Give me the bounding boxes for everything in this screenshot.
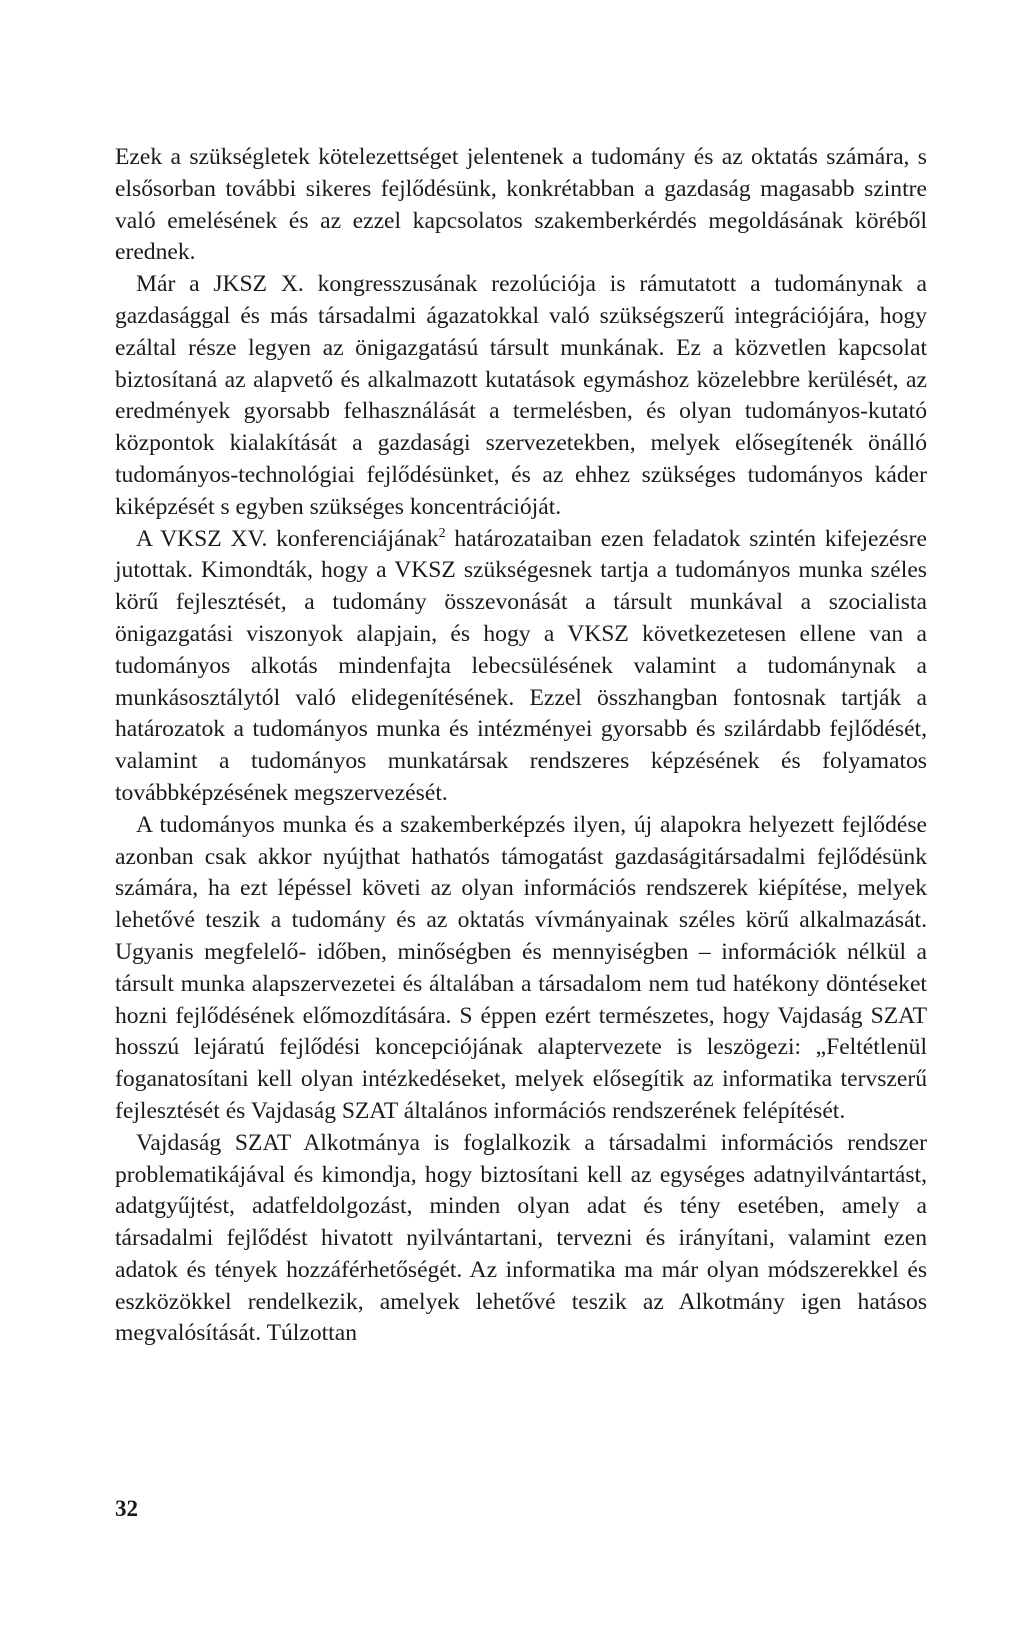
paragraph-3-start: A VKSZ XV. konferenciájának bbox=[136, 525, 439, 552]
paragraph-3-rest: határozataiban ezen feladatok szintén kifejezésre jutottak. Kimondták, hogy a VKSZ szükségesnek tartja a tudományos munka széles körű fejlesztését, a tudomány összevonását a társult munkával a szocialista önigazgatási viszonyok alapjain, és hogy a VKSZ következetesen ellene van a tudományos alkotás mindenfajta lebecsülésének valamint a tudománynak a munkásosztálytól való elidegenítésének. Ezzel összhangban fontosnak tartják a határozatok a tudományos munka és intézményei gyorsabb és szilárdabb fejlődését, valamint a tudományos munkatársak rendszeres képzésének és folyamatos továbbképzésének megszervezését. bbox=[115, 525, 927, 806]
footnote-marker: 2 bbox=[438, 525, 446, 541]
page-number: 32 bbox=[115, 1496, 138, 1521]
paragraph-3 bbox=[115, 524, 927, 810]
paragraph-2: Már a JKSZ X. kongresszusának rezolúciója is rámutatott a tudománynak a gazdasággal és más társadalmi ágazatokkal való szükségszerű integrációjára, hogy ezáltal része legyen az önigazgatású társult munkának. Ez a közvetlen kapcsolat biztosítaná az alapvető és alkalmazott kutatások egymáshoz közelebbre kerülését, az eredmények gyorsabb felhasználását a termelésben, és olyan tudományos-kutató központok kialakítását a gazdasági szervezetekben, melyek elősegítenék önálló tudományos-technológiai fejlődésünket, és az ehhez szükséges tudományos káder kiképzését s egyben szükséges koncentrációját. bbox=[115, 271, 927, 520]
paragraph-4: A tudományos munka és a szakemberképzés ilyen, új alapokra helyezett fejlődése azonban csak akkor nyújthat hathatós támogatást gazdaságitársadalmi fejlődésünk számára, ha ezt lépéssel követi az olyan információs rendszerek kiépítése, melyek lehetővé teszik a tudomány és az oktatás vívmányainak széles körű alkalmazását. Ugyanis megfelelő- időben, minőségben és mennyiségben – információk nélkül a társult munka alapszervezetei és általában a társadalom nem tud hatékony döntéseket hozni fejlődésének előmozdítására. S éppen ezért természetes, hogy Vajdaság SZAT hosszú lejáratú fejlődési koncepciójának alaptervezete is leszögezi: „Feltétlenül foganatosítani kell olyan intézkedéseket, melyek elősegítik az informatika tervszerű fejlesztését és Vajdaság SZAT általános információs rendszerének felépítését. bbox=[115, 811, 927, 1124]
paragraph-5: Vajdaság SZAT Alkotmánya is foglalkozik a társadalmi információs rendszer problematikájával és kimondja, hogy biztosítani kell az egységes adatnyilvántartást, adatgyűjtést, adatfeldolgozást, minden olyan adat és tény esetében, amely a társadalmi fejlődést hivatott nyilvántartani, tervezni és irányítani, valamint ezen adatok és tények hozzáférhetőségét. Az informatika ma már olyan módszerekkel és eszközökkel rendelkezik, amelyek lehetővé teszik az Alkotmány igen hatásos megvalósítását. Túlzottan bbox=[115, 1129, 927, 1347]
paragraph-1: Ezek a szükségletek kötelezettséget jelentenek a tudomány és az oktatás számára, s elsősorban további sikeres fejlődésünk, konkrétabban a gazdaság magasabb szintre való emelésének és az ezzel kapcsolatos szakemberkérdés megoldásának köréből erednek. bbox=[115, 144, 927, 266]
body-text bbox=[115, 142, 927, 1350]
